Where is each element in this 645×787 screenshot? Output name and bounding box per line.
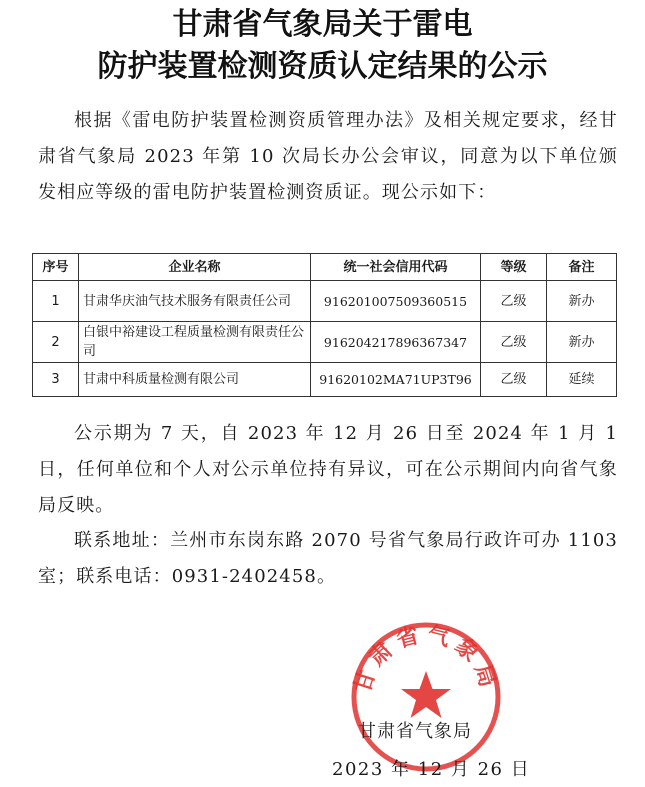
row-credit-code: 91620102MA71UP3T96 [311, 363, 481, 397]
header-grade: 等级 [481, 254, 547, 281]
row-no: 3 [33, 363, 79, 397]
signature-organization: 甘肃省气象局 [358, 721, 472, 742]
row-grade: 乙级 [481, 281, 547, 322]
row-note: 新办 [547, 281, 617, 322]
table-header-row [33, 254, 617, 281]
contact-paragraph: 联系地址：兰州市东岗东路 2070 号省气象局行政许可办 1103 室；联系电话：0931-2402458。 [38, 530, 618, 587]
notice-period-paragraph: 公示期为 7 天，自 2023 年 12 月 26 日至 2024 年 1 月 1 日，任何单位和个人对公示单位持有异议，可在公示期间内向省气象局反映。 [38, 423, 618, 516]
header-credit-code: 统一社会信用代码 [311, 254, 481, 281]
seal-text: 甘肃省气象局 [350, 622, 502, 696]
row-company-name: 甘肃华庆油气技术服务有限责任公司 [79, 281, 311, 322]
row-no: 2 [33, 322, 79, 363]
header-company-name: 企业名称 [79, 254, 311, 281]
signature-date: 2023 年 12 月 26 日 [332, 759, 531, 780]
document-title-line-2: 防护装置检测资质认定结果的公示 [97, 49, 548, 84]
seal-star-icon [401, 671, 451, 718]
header-no: 序号 [33, 254, 79, 281]
official-seal-icon [346, 617, 506, 777]
row-note: 延续 [547, 363, 617, 397]
units-table [32, 253, 617, 397]
table-row [33, 363, 617, 397]
document-title-line-1: 甘肃省气象局关于雷电 [172, 7, 473, 42]
row-grade: 乙级 [481, 363, 547, 397]
table-row [33, 322, 617, 363]
row-note: 新办 [547, 322, 617, 363]
row-grade: 乙级 [481, 322, 547, 363]
row-company-name: 甘肃中科质量检测有限公司 [79, 363, 311, 397]
header-note: 备注 [547, 254, 617, 281]
row-no: 1 [33, 281, 79, 322]
table-row [33, 281, 617, 322]
intro-paragraph: 根据《雷电防护装置检测资质管理办法》及相关规定要求，经甘肃省气象局 2023 年第 10 次局长办公会审议，同意为以下单位颁发相应等级的雷电防护装置检测资质证。现公示如下： [38, 110, 618, 203]
row-credit-code: 916201007509360515 [311, 281, 481, 322]
row-company-name: 白银中裕建设工程质量检测有限责任公司 [79, 322, 311, 363]
row-credit-code: 916204217896367347 [311, 322, 481, 363]
